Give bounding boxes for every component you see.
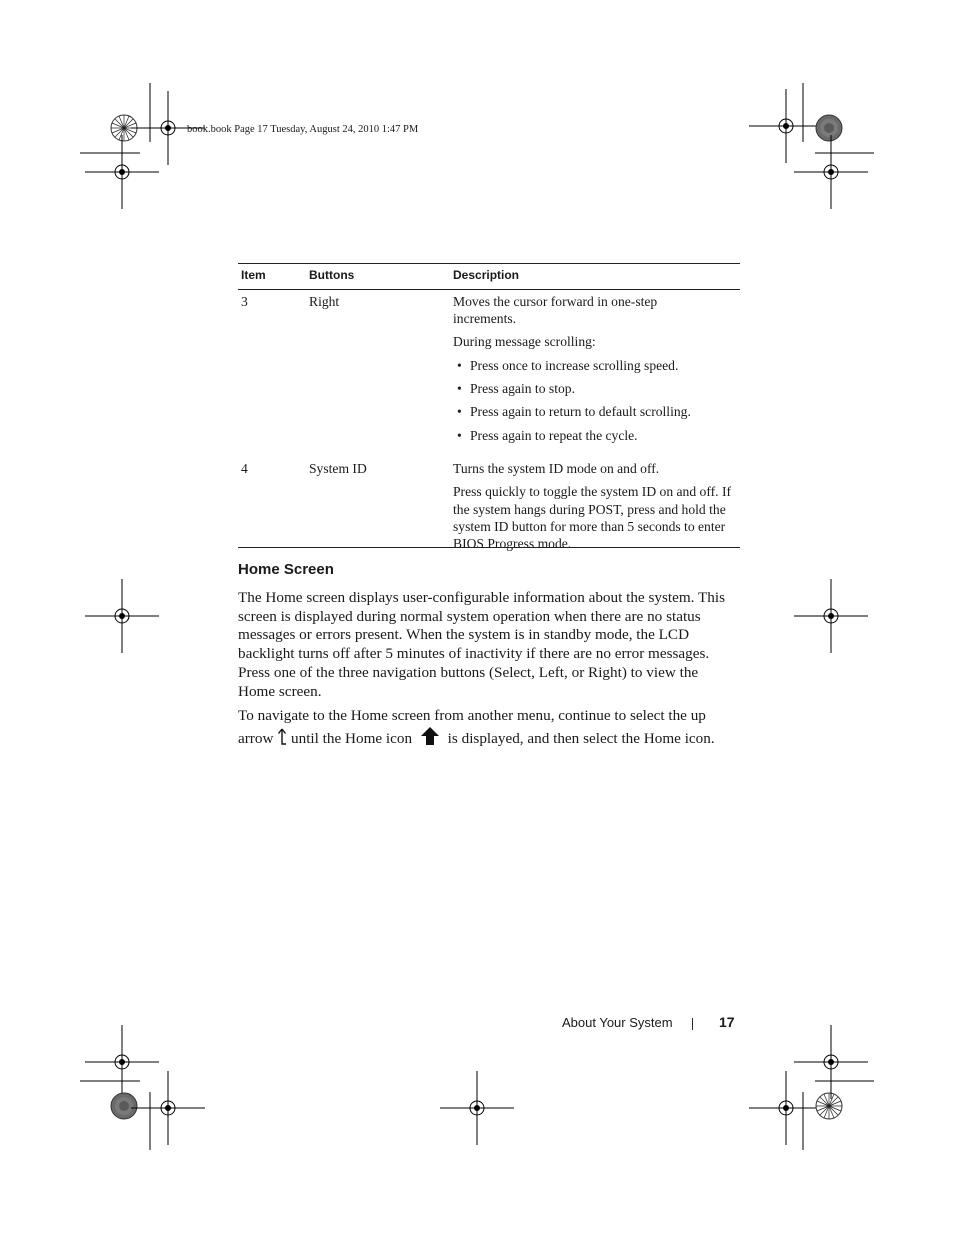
description-text: During message scrolling: bbox=[453, 333, 596, 349]
bullet-item: • Press again to stop. bbox=[453, 380, 737, 397]
table-header bbox=[238, 263, 740, 290]
footer-section-title: About Your System bbox=[562, 1015, 673, 1030]
row-description bbox=[453, 460, 737, 552]
table-bottom-rule bbox=[238, 547, 740, 548]
description-text: Moves the cursor forward in one-step increments. bbox=[453, 294, 658, 327]
description-text: Press quickly to toggle the system ID on and off. If the system hangs during POST, press and hold the system ID button for more than 5 seconds to enter BIOS Progress mode. bbox=[453, 484, 732, 552]
bullet-item: • Press once to increase scrolling speed. bbox=[453, 357, 737, 374]
up-arrow-icon bbox=[277, 728, 287, 752]
row-item: 3 bbox=[241, 294, 248, 309]
buttons-table bbox=[238, 263, 740, 552]
table-row bbox=[238, 460, 740, 552]
home-icon bbox=[420, 726, 440, 752]
header-description: Description bbox=[453, 268, 520, 282]
section-heading: Home Screen bbox=[238, 561, 334, 578]
table-row bbox=[238, 290, 740, 460]
paragraph-text: To navigate to the Home screen from another menu, continue to select the up arrow bbox=[238, 707, 706, 747]
page-number: 17 bbox=[719, 1014, 735, 1030]
row-button: Right bbox=[309, 294, 340, 309]
paragraph-text: is displayed, and then select the Home icon. bbox=[447, 729, 715, 747]
footer-divider bbox=[692, 1018, 693, 1030]
description-text: Turns the system ID mode on and off. bbox=[453, 461, 660, 476]
row-description bbox=[453, 293, 737, 444]
body-paragraph: The Home screen displays user-configurable information about the system. This screen is displayed during normal system operation when there are no status messages or errors present. When the system is in standby mode, the LCD backlight turns off after 5 minutes of inactivity if there are no error messages. Press one of the three navigation buttons (Select, Left, or Right) to view the Home screen. bbox=[238, 589, 725, 700]
paragraph-text: until the Home icon bbox=[291, 729, 413, 747]
bullet-item: • Press again to return to default scrolling. bbox=[453, 403, 737, 420]
header-buttons: Buttons bbox=[309, 268, 355, 282]
slug-line: book.book Page 17 Tuesday, August 24, 2010 1:47 PM bbox=[187, 124, 419, 135]
row-item: 4 bbox=[241, 461, 248, 476]
bullet-item: • Press again to repeat the cycle. bbox=[453, 427, 737, 444]
body-paragraph-navigation bbox=[238, 707, 738, 751]
row-button: System ID bbox=[309, 461, 367, 476]
header-item: Item bbox=[241, 268, 266, 282]
